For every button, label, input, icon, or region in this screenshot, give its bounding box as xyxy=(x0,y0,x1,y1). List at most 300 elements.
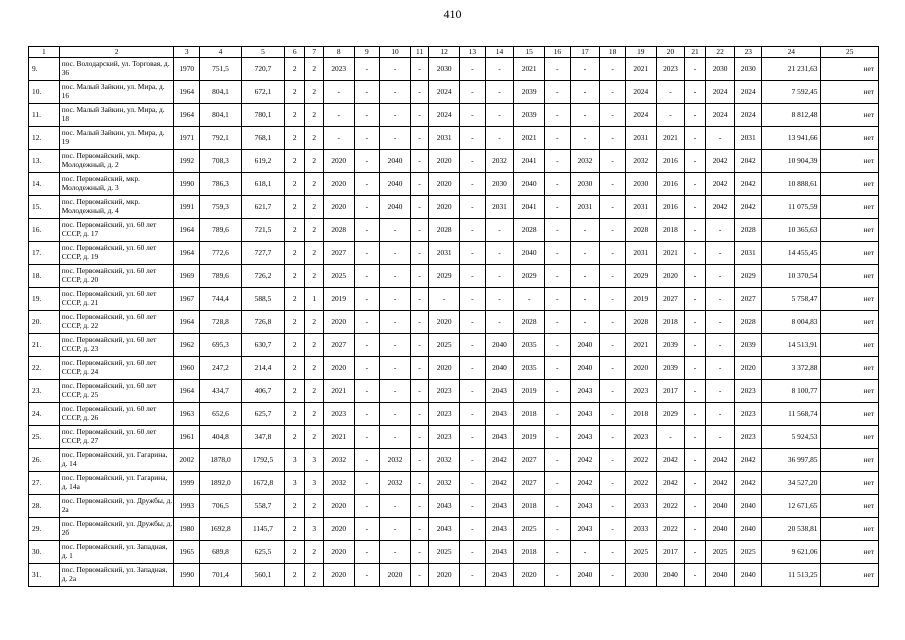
table-cell: 1961 xyxy=(174,426,200,449)
table-row xyxy=(29,334,879,357)
table-row xyxy=(29,541,879,564)
cost-cell: 8 004,83 xyxy=(762,311,821,334)
table-cell: 2 xyxy=(284,219,304,242)
table-cell: - xyxy=(545,219,571,242)
table-cell: - xyxy=(485,104,514,127)
table-cell: 1692,8 xyxy=(200,518,242,541)
table-cell: 2039 xyxy=(514,81,545,104)
housing-repair-table xyxy=(28,46,879,587)
table-cell: - xyxy=(380,403,411,426)
status-cell: нет xyxy=(821,288,879,311)
table-cell: - xyxy=(656,104,685,127)
table-cell: - xyxy=(354,541,380,564)
table-cell: 2032 xyxy=(323,449,354,472)
table-cell: 2016 xyxy=(656,173,685,196)
table-cell: - xyxy=(600,380,626,403)
table-cell: 2 xyxy=(305,127,323,150)
column-number-cell: 9 xyxy=(354,47,380,58)
table-cell: 2 xyxy=(284,265,304,288)
address-cell: пос. Первомайский, ул. 60 лет СССР, д. 24 xyxy=(59,357,174,380)
cost-cell: 12 671,65 xyxy=(762,495,821,518)
row-number-cell: 26. xyxy=(29,449,60,472)
address-cell: пос. Первомайский, мкр. Молодежный, д. 2 xyxy=(59,150,174,173)
table-cell: 2031 xyxy=(485,196,514,219)
column-number-cell: 17 xyxy=(570,47,600,58)
table-cell: 2002 xyxy=(174,449,200,472)
table-cell: 2 xyxy=(305,357,323,380)
cost-cell: 5 924,53 xyxy=(762,426,821,449)
table-cell: 804,1 xyxy=(200,104,242,127)
table-cell: 2016 xyxy=(656,196,685,219)
table-cell: - xyxy=(656,81,685,104)
table-cell: - xyxy=(570,288,600,311)
table-cell: - xyxy=(705,311,735,334)
table-cell: 2019 xyxy=(514,426,545,449)
table-cell: 2020 xyxy=(323,564,354,587)
table-cell: - xyxy=(410,242,428,265)
table-cell: - xyxy=(485,288,514,311)
table-cell: 2043 xyxy=(570,518,600,541)
table-cell: 1960 xyxy=(174,357,200,380)
table-cell: 2032 xyxy=(429,449,460,472)
table-cell: 2023 xyxy=(656,58,685,81)
table-cell: - xyxy=(410,150,428,173)
column-number-cell: 15 xyxy=(514,47,545,58)
table-cell: 2043 xyxy=(485,495,514,518)
table-cell: 2031 xyxy=(735,127,762,150)
table-cell: - xyxy=(600,219,626,242)
table-cell: - xyxy=(460,265,486,288)
status-cell: нет xyxy=(821,357,879,380)
table-cell: 1990 xyxy=(174,564,200,587)
table-cell: - xyxy=(410,495,428,518)
table-cell: 2018 xyxy=(656,311,685,334)
table-cell: 2018 xyxy=(656,219,685,242)
table-row xyxy=(29,173,879,196)
table-cell: 2 xyxy=(305,219,323,242)
table-cell: - xyxy=(410,472,428,495)
table-cell: - xyxy=(600,472,626,495)
column-number-cell: 19 xyxy=(625,47,656,58)
table-cell: 2040 xyxy=(735,495,762,518)
table-cell: 2042 xyxy=(705,472,735,495)
table-cell: 2 xyxy=(305,311,323,334)
table-cell: - xyxy=(380,495,411,518)
table-cell: 2020 xyxy=(735,357,762,380)
table-cell: 2042 xyxy=(705,449,735,472)
table-cell: 2019 xyxy=(323,288,354,311)
table-cell: 2040 xyxy=(705,518,735,541)
cost-cell: 8 812,48 xyxy=(762,104,821,127)
table-cell: 2043 xyxy=(570,495,600,518)
row-number-cell: 16. xyxy=(29,219,60,242)
table-cell: 2025 xyxy=(735,541,762,564)
table-cell: 2030 xyxy=(625,564,656,587)
table-cell: - xyxy=(545,288,571,311)
table-cell: 2 xyxy=(284,564,304,587)
table-cell: - xyxy=(354,173,380,196)
table-cell: - xyxy=(410,518,428,541)
table-cell: - xyxy=(380,81,411,104)
column-number-cell: 25 xyxy=(821,47,879,58)
table-cell: 2021 xyxy=(323,426,354,449)
cost-cell: 9 621,06 xyxy=(762,541,821,564)
table-cell: - xyxy=(460,334,486,357)
table-cell: 2 xyxy=(305,426,323,449)
status-cell: нет xyxy=(821,127,879,150)
row-number-cell: 30. xyxy=(29,541,60,564)
table-cell: 1145,7 xyxy=(241,518,284,541)
table-cell: - xyxy=(354,265,380,288)
table-cell: - xyxy=(410,58,428,81)
table-cell: 2 xyxy=(305,495,323,518)
table-cell: - xyxy=(600,495,626,518)
status-cell: нет xyxy=(821,58,879,81)
table-cell: 2040 xyxy=(485,334,514,357)
table-cell: 789,6 xyxy=(200,265,242,288)
table-cell: - xyxy=(545,426,571,449)
table-cell: 2020 xyxy=(625,357,656,380)
table-cell: - xyxy=(685,150,705,173)
address-cell: пос. Малый Зайкин, ул. Мира, д. 16 xyxy=(59,81,174,104)
cost-cell: 14 513,91 xyxy=(762,334,821,357)
table-cell: - xyxy=(600,242,626,265)
status-cell: нет xyxy=(821,265,879,288)
table-cell: - xyxy=(545,564,571,587)
table-cell: - xyxy=(410,173,428,196)
table-cell: - xyxy=(354,449,380,472)
table-cell: - xyxy=(705,265,735,288)
table-cell: 2025 xyxy=(514,518,545,541)
table-cell: - xyxy=(545,518,571,541)
table-cell: 1964 xyxy=(174,104,200,127)
table-cell: - xyxy=(685,518,705,541)
cost-cell: 14 455,45 xyxy=(762,242,821,265)
table-cell: - xyxy=(380,288,411,311)
cost-cell: 36 997,85 xyxy=(762,449,821,472)
address-cell: пос. Первомайский, ул. 60 лет СССР, д. 27 xyxy=(59,426,174,449)
table-cell: - xyxy=(410,426,428,449)
table-cell: 2 xyxy=(284,541,304,564)
table-cell: - xyxy=(685,472,705,495)
table-cell: - xyxy=(460,541,486,564)
address-cell: пос. Малый Зайкин, ул. Мира, д. 19 xyxy=(59,127,174,150)
table-cell: 2 xyxy=(284,127,304,150)
table-cell: - xyxy=(380,265,411,288)
table-cell: 2 xyxy=(284,518,304,541)
table-cell: - xyxy=(410,265,428,288)
table-row xyxy=(29,150,879,173)
table-cell: - xyxy=(323,81,354,104)
table-cell: 2027 xyxy=(735,288,762,311)
table-cell: 1962 xyxy=(174,334,200,357)
table-cell: 618,1 xyxy=(241,173,284,196)
column-number-cell: 24 xyxy=(762,47,821,58)
table-cell: 2042 xyxy=(570,449,600,472)
table-cell: 792,1 xyxy=(200,127,242,150)
table-cell: 2 xyxy=(305,150,323,173)
table-cell: 2042 xyxy=(485,449,514,472)
table-cell: 2040 xyxy=(570,564,600,587)
table-cell: - xyxy=(429,288,460,311)
table-cell: - xyxy=(380,58,411,81)
table-cell: - xyxy=(410,564,428,587)
table-cell: - xyxy=(485,127,514,150)
status-cell: нет xyxy=(821,380,879,403)
table-cell: 2032 xyxy=(485,150,514,173)
table-cell: 2042 xyxy=(705,196,735,219)
table-cell: - xyxy=(354,311,380,334)
table-cell: 3 xyxy=(284,472,304,495)
table-cell: 214,4 xyxy=(241,357,284,380)
table-cell: - xyxy=(600,81,626,104)
table-cell: 2 xyxy=(284,150,304,173)
table-cell: 2032 xyxy=(380,472,411,495)
status-cell: нет xyxy=(821,196,879,219)
table-cell: 2023 xyxy=(429,426,460,449)
table-cell: 726,2 xyxy=(241,265,284,288)
table-cell: 2042 xyxy=(735,472,762,495)
table-cell: 2020 xyxy=(323,311,354,334)
table-cell: - xyxy=(570,541,600,564)
table-cell: - xyxy=(600,150,626,173)
page-number: 410 xyxy=(443,7,462,21)
table-cell: - xyxy=(545,449,571,472)
table-cell: - xyxy=(545,495,571,518)
table-cell: 2021 xyxy=(625,334,656,357)
table-cell: 2 xyxy=(305,541,323,564)
address-cell: пос. Первомайский, ул. 60 лет СССР, д. 21 xyxy=(59,288,174,311)
table-row xyxy=(29,449,879,472)
table-cell: 2 xyxy=(284,334,304,357)
table-cell: 2022 xyxy=(625,449,656,472)
table-cell: 2 xyxy=(305,58,323,81)
table-cell: 2021 xyxy=(656,127,685,150)
status-cell: нет xyxy=(821,81,879,104)
table-cell: - xyxy=(410,219,428,242)
column-number-cell: 20 xyxy=(656,47,685,58)
table-cell: 2032 xyxy=(323,472,354,495)
table-cell: - xyxy=(354,403,380,426)
table-cell: 727,7 xyxy=(241,242,284,265)
table-cell: - xyxy=(685,219,705,242)
table-cell: 2024 xyxy=(705,81,735,104)
table-cell: - xyxy=(410,196,428,219)
table-cell: 2024 xyxy=(735,81,762,104)
table-cell: - xyxy=(460,357,486,380)
status-cell: нет xyxy=(821,541,879,564)
status-cell: нет xyxy=(821,426,879,449)
table-cell: - xyxy=(460,495,486,518)
table-cell: 2040 xyxy=(735,518,762,541)
row-number-cell: 18. xyxy=(29,265,60,288)
table-cell: 706,5 xyxy=(200,495,242,518)
status-cell: нет xyxy=(821,104,879,127)
table-cell: 2020 xyxy=(429,173,460,196)
cost-cell: 34 527,20 xyxy=(762,472,821,495)
cost-cell: 10 370,54 xyxy=(762,265,821,288)
table-cell: - xyxy=(460,242,486,265)
table-cell: - xyxy=(600,449,626,472)
table-cell: - xyxy=(600,541,626,564)
table-cell: 2042 xyxy=(735,449,762,472)
table-cell: 2031 xyxy=(735,242,762,265)
table-cell: - xyxy=(685,541,705,564)
address-cell: пос. Володарский, ул. Торговая, д. 36 xyxy=(59,58,174,81)
table-row xyxy=(29,104,879,127)
table-cell: 630,7 xyxy=(241,334,284,357)
table-cell: 588,5 xyxy=(241,288,284,311)
table-cell: - xyxy=(380,426,411,449)
column-number-cell: 2 xyxy=(59,47,174,58)
table-cell: 2023 xyxy=(735,426,762,449)
status-cell: нет xyxy=(821,219,879,242)
table-cell: 2022 xyxy=(625,472,656,495)
table-cell: - xyxy=(354,334,380,357)
table-cell: 2 xyxy=(284,58,304,81)
table-cell: - xyxy=(685,127,705,150)
table-cell: - xyxy=(485,219,514,242)
table-cell: 2023 xyxy=(429,403,460,426)
table-cell: 2042 xyxy=(705,173,735,196)
column-number-cell: 10 xyxy=(380,47,411,58)
table-cell: 695,3 xyxy=(200,334,242,357)
table-cell: - xyxy=(545,173,571,196)
cost-cell: 11 568,74 xyxy=(762,403,821,426)
table-row xyxy=(29,288,879,311)
table-cell: 1967 xyxy=(174,288,200,311)
table-cell: - xyxy=(600,403,626,426)
table-cell: 2021 xyxy=(514,127,545,150)
table-cell: - xyxy=(545,196,571,219)
table-cell: 3 xyxy=(305,449,323,472)
table-cell: 2040 xyxy=(485,357,514,380)
table-cell: 780,1 xyxy=(241,104,284,127)
table-cell: 2020 xyxy=(323,541,354,564)
table-cell: 2019 xyxy=(514,380,545,403)
table-cell: - xyxy=(600,357,626,380)
table-cell: - xyxy=(380,357,411,380)
row-number-cell: 28. xyxy=(29,495,60,518)
table-cell: 1969 xyxy=(174,265,200,288)
address-cell: пос. Первомайский, ул. Западная, д. 2а xyxy=(59,564,174,587)
table-cell: - xyxy=(354,495,380,518)
column-number-cell: 18 xyxy=(600,47,626,58)
table-cell: 2040 xyxy=(380,150,411,173)
column-number-cell: 12 xyxy=(429,47,460,58)
table-cell: 2041 xyxy=(514,150,545,173)
table-cell: - xyxy=(410,541,428,564)
table-cell: 652,6 xyxy=(200,403,242,426)
table-cell: 1892,0 xyxy=(200,472,242,495)
table-cell: 2043 xyxy=(429,518,460,541)
row-number-cell: 14. xyxy=(29,173,60,196)
table-cell: 2027 xyxy=(323,242,354,265)
table-cell: 2032 xyxy=(570,150,600,173)
table-cell: 1999 xyxy=(174,472,200,495)
table-row xyxy=(29,219,879,242)
address-cell: пос. Первомайский, ул. 60 лет СССР, д. 25 xyxy=(59,380,174,403)
table-cell: 2033 xyxy=(625,495,656,518)
table-cell: 2043 xyxy=(485,564,514,587)
table-cell: - xyxy=(545,380,571,403)
table-cell: 2 xyxy=(284,426,304,449)
table-cell: 2043 xyxy=(570,403,600,426)
table-cell: - xyxy=(570,104,600,127)
table-cell: 2 xyxy=(284,403,304,426)
table-row xyxy=(29,127,879,150)
table-cell: 2028 xyxy=(429,219,460,242)
table-cell: 1964 xyxy=(174,242,200,265)
table-cell: - xyxy=(410,334,428,357)
table-cell: - xyxy=(570,127,600,150)
table-row xyxy=(29,242,879,265)
table-cell: 2042 xyxy=(656,449,685,472)
table-cell: 621,7 xyxy=(241,196,284,219)
row-number-cell: 22. xyxy=(29,357,60,380)
cost-cell: 3 372,88 xyxy=(762,357,821,380)
table-row xyxy=(29,403,879,426)
table-cell: - xyxy=(380,380,411,403)
table-cell: - xyxy=(685,495,705,518)
table-cell: 2043 xyxy=(570,426,600,449)
table-cell: - xyxy=(685,173,705,196)
table-cell: 1992 xyxy=(174,150,200,173)
table-cell: 2041 xyxy=(514,196,545,219)
table-cell: - xyxy=(685,334,705,357)
table-cell: 434,7 xyxy=(200,380,242,403)
table-cell: - xyxy=(545,104,571,127)
status-cell: нет xyxy=(821,403,879,426)
table-cell: 2 xyxy=(305,242,323,265)
table-cell: 2018 xyxy=(514,541,545,564)
table-cell: - xyxy=(460,518,486,541)
table-cell: 2 xyxy=(284,495,304,518)
address-cell: пос. Малый Зайкин, ул. Мира, д. 18 xyxy=(59,104,174,127)
table-cell: 2023 xyxy=(323,58,354,81)
address-cell: пос. Первомайский, ул. Дружбы, д. 2а xyxy=(59,495,174,518)
table-cell: 2021 xyxy=(323,380,354,403)
table-cell: 2030 xyxy=(429,58,460,81)
table-cell: - xyxy=(380,219,411,242)
row-number-cell: 11. xyxy=(29,104,60,127)
table-cell: - xyxy=(545,150,571,173)
address-cell: пос. Первомайский, ул. 60 лет СССР, д. 19 xyxy=(59,242,174,265)
table-cell: 2 xyxy=(284,196,304,219)
table-cell: 2027 xyxy=(323,334,354,357)
table-cell: 2035 xyxy=(514,357,545,380)
cost-cell: 11 075,59 xyxy=(762,196,821,219)
table-cell: - xyxy=(410,449,428,472)
row-number-cell: 9. xyxy=(29,58,60,81)
table-cell: 768,1 xyxy=(241,127,284,150)
table-cell: - xyxy=(545,58,571,81)
table-cell: 2040 xyxy=(514,242,545,265)
table-cell: 2040 xyxy=(380,173,411,196)
table-row xyxy=(29,58,879,81)
table-row xyxy=(29,81,879,104)
table-cell: 2 xyxy=(284,357,304,380)
table-row xyxy=(29,380,879,403)
table-cell: - xyxy=(410,81,428,104)
table-cell: - xyxy=(354,426,380,449)
table-cell: 2030 xyxy=(570,173,600,196)
table-cell: - xyxy=(705,403,735,426)
table-cell: 708,3 xyxy=(200,150,242,173)
address-cell: пос. Первомайский, ул. 60 лет СССР, д. 17 xyxy=(59,219,174,242)
table-cell: - xyxy=(460,288,486,311)
table-cell: 1970 xyxy=(174,58,200,81)
